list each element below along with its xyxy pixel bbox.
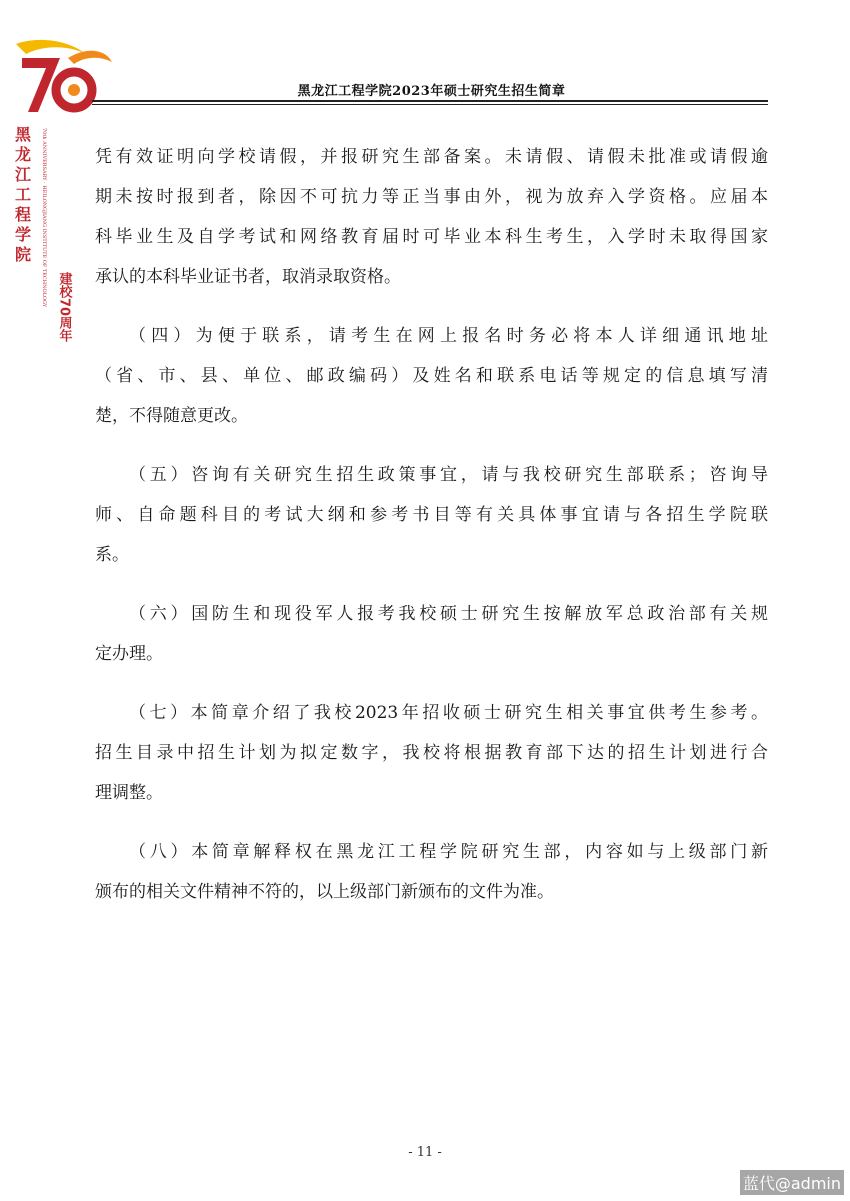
paragraph-item-7 [95, 693, 768, 813]
logo-vertical-english: 70th ANNIVERSARY · HEILONGJIANG INSTITUTE OF TECHNOLOGY [41, 128, 47, 308]
text-line: （四）为便于联系，请考生在网上报名时务必将本人详细通讯地址 [129, 326, 768, 346]
text-line: 招生目录中招生计划为拟定数字，我校将根据教育部下达的招生计划进行合 [95, 743, 768, 763]
text-line: 承认的本科毕业证书者，取消录取资格。 [95, 267, 401, 287]
text-line: （七）本简章介绍了我校2023年招收硕士研究生相关事宜供考生参考。 [129, 703, 768, 723]
paragraph-item-5 [95, 455, 768, 575]
paragraph-continued [95, 137, 768, 297]
text-line: 颁布的相关文件精神不符的，以上级部门新颁布的文件为准。 [95, 882, 554, 902]
text-line: （六）国防生和现役军人报考我校硕士研究生按解放军总政治部有关规 [129, 604, 768, 624]
text-line: 理调整。 [95, 783, 163, 803]
paragraph-item-4 [95, 316, 768, 436]
document-body [95, 137, 768, 931]
text-line: 期未按时报到者，除因不可抗力等正当事由外，视为放弃入学资格。应届本 [95, 187, 768, 207]
text-line: 凭有效证明向学校请假，并报研究生部备案。未请假、请假未批准或请假逾 [95, 147, 768, 167]
logo-swoosh-icon [68, 51, 112, 64]
page-header-title: 黑龙江工程学院2023年硕士研究生招生简章 [297, 84, 566, 99]
text-line: 定办理。 [95, 644, 163, 664]
logo-vertical-anniversary: 建校70周年 [56, 272, 72, 343]
text-line: 系。 [95, 545, 129, 565]
logo-vertical-name: 黑龙江工程学院 [12, 126, 32, 266]
text-line: （省、市、县、单位、邮政编码）及姓名和联系电话等规定的信息填写清 [95, 366, 768, 386]
watermark: 蓝代@admin [740, 1170, 844, 1195]
paragraph-item-8 [95, 832, 768, 912]
page-number: - 11 - [408, 1145, 442, 1160]
paragraph-item-6 [95, 594, 768, 674]
text-line: 楚，不得随意更改。 [95, 406, 248, 426]
text-line: 师、自命题科目的考试大纲和参考书目等有关具体事宜请与各招生学院联 [95, 505, 768, 525]
logo-swoosh-icon [16, 40, 86, 54]
text-line: （五）咨询有关研究生招生政策事宜，请与我校研究生部联系；咨询导 [129, 465, 768, 485]
text-line: （八）本简章解释权在黑龙江工程学院研究生部，内容如与上级部门新 [129, 842, 768, 862]
header-rule [92, 100, 768, 105]
text-line: 科毕业生及自学考试和网络教育届时可毕业本科生考生，入学时未取得国家 [95, 227, 768, 247]
